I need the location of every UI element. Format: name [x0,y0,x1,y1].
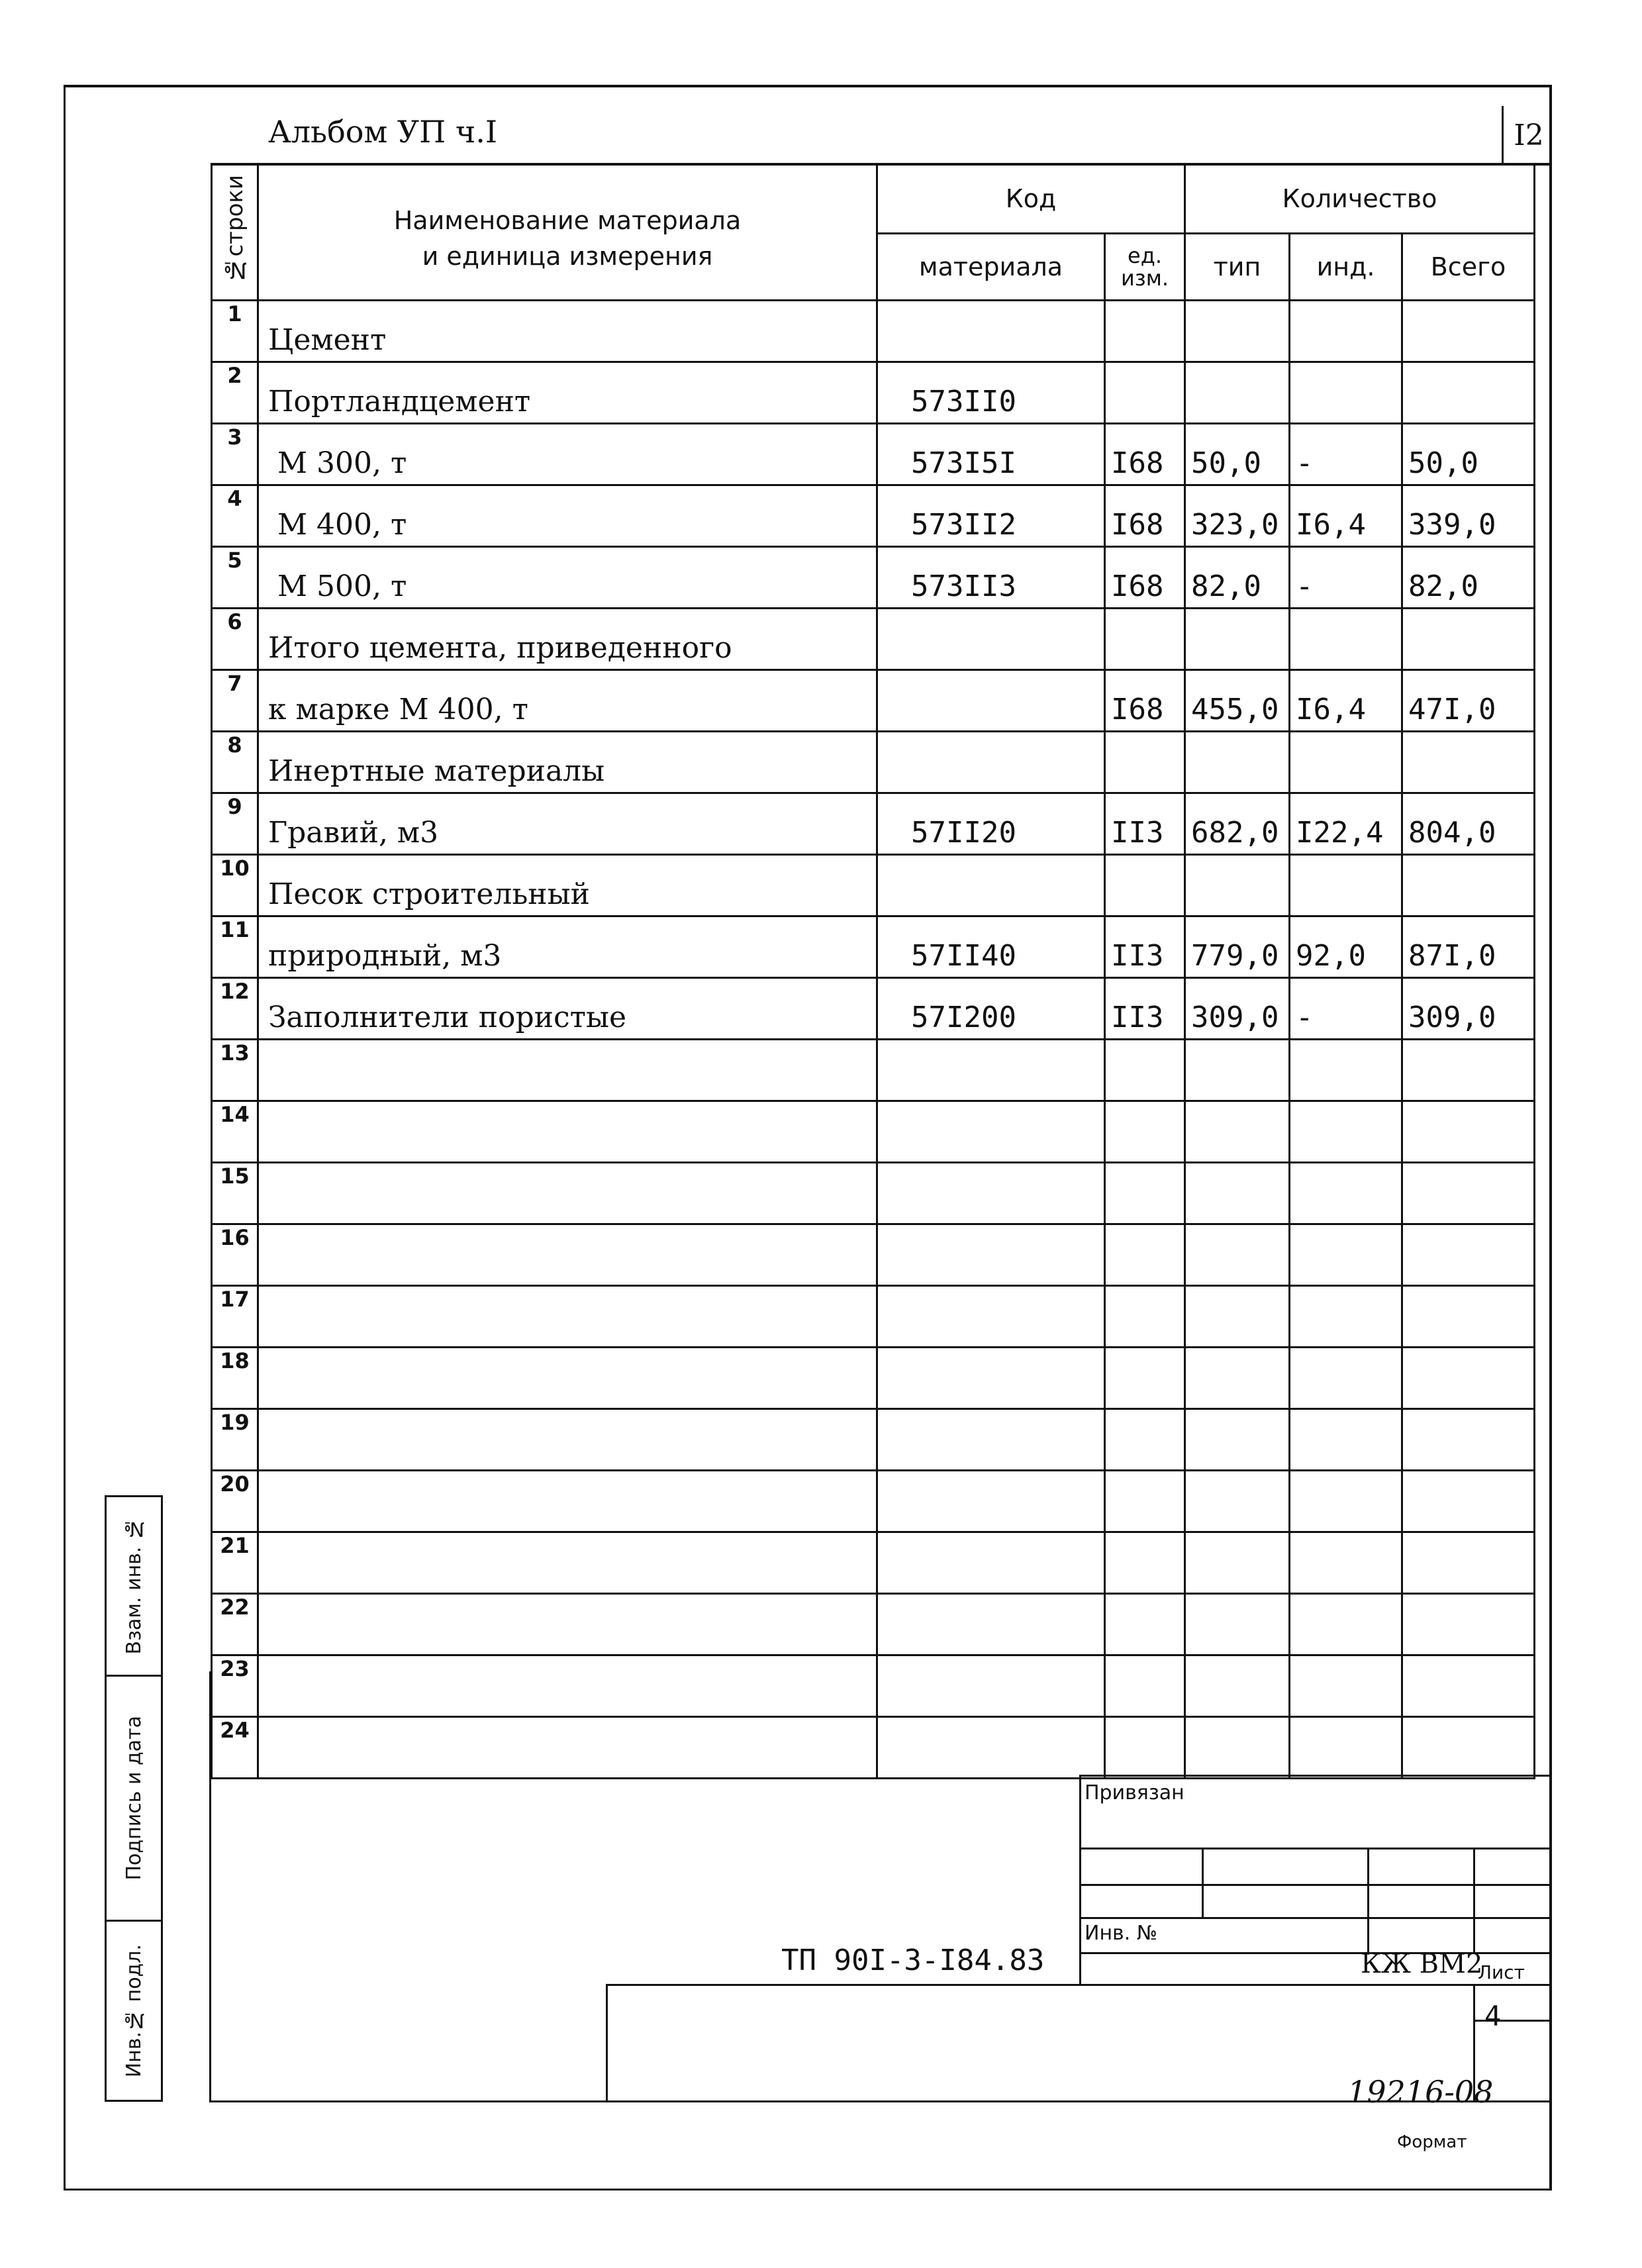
row-qty-typ [1185,1717,1290,1779]
tb-v-1 [1202,1848,1204,1917]
table-row [212,1717,1535,1779]
row-qty-ind [1290,1594,1402,1655]
row-qty-ind [1290,609,1402,670]
row-name: М 500, т [258,547,877,609]
row-qty-typ: 82,0 [1185,547,1290,609]
tb-v-2 [1367,1848,1369,1952]
col-qty-total: Всего [1402,234,1535,301]
row-qty-ind [1290,1717,1402,1779]
row-qty-typ [1185,732,1290,793]
row-unit [1105,301,1185,362]
row-unit [1105,1224,1185,1286]
row-name [258,1471,877,1532]
row-name: Гравий, м3 [258,793,877,855]
row-number: 10 [212,855,258,916]
row-qty-total [1402,855,1535,916]
row-unit [1105,1040,1185,1101]
tb-main-top [606,1984,1552,1986]
row-unit [1105,609,1185,670]
row-qty-ind [1290,1409,1402,1471]
table-row [212,855,1535,916]
row-unit [1105,1101,1185,1163]
row-name: Песок строительный [258,855,877,916]
inv-podl-box: Инв.№ подл. [105,1922,163,2102]
row-number: 2 [212,362,258,424]
row-number: 5 [212,547,258,609]
row-qty-typ [1185,301,1290,362]
row-code [877,732,1105,793]
row-qty-typ [1185,1101,1290,1163]
col-row-no: №строки [212,164,258,301]
row-number: 12 [212,978,258,1040]
row-name [258,1040,877,1101]
table-row [212,1594,1535,1655]
row-qty-total [1402,609,1535,670]
row-number: 16 [212,1224,258,1286]
row-name [258,1409,877,1471]
signature-date-box: Подпись и дата [105,1677,163,1922]
left-margin-line [209,1671,211,2102]
row-number: 23 [212,1655,258,1717]
row-unit: I68 [1105,485,1185,547]
row-number: 6 [212,609,258,670]
row-number: 11 [212,916,258,978]
row-qty-typ [1185,1655,1290,1717]
table-row [212,1101,1535,1163]
row-qty-ind [1290,1040,1402,1101]
row-qty-total: 82,0 [1402,547,1535,609]
row-unit [1105,732,1185,793]
tb-line-1 [1079,1848,1552,1849]
row-code [877,301,1105,362]
row-qty-typ [1185,1286,1290,1348]
row-number: 17 [212,1286,258,1348]
row-qty-total: 339,0 [1402,485,1535,547]
row-name: М 300, т [258,424,877,485]
row-code [877,670,1105,732]
album-title: Альбом УП ч.I [268,114,498,150]
row-qty-total [1402,1594,1535,1655]
sheet-label: Лист [1478,1961,1525,1983]
row-qty-typ: 309,0 [1185,978,1290,1040]
col-code-unit: ед. изм. [1105,234,1185,301]
row-qty-typ [1185,855,1290,916]
tb-main-left [606,1984,608,2102]
row-name [258,1224,877,1286]
row-qty-total [1402,1101,1535,1163]
row-name [258,1717,877,1779]
table-row [212,1163,1535,1224]
row-qty-total: 47I,0 [1402,670,1535,732]
row-number: 14 [212,1101,258,1163]
row-name: природный, м3 [258,916,877,978]
row-qty-total: 50,0 [1402,424,1535,485]
row-qty-total [1402,1286,1535,1348]
row-qty-ind: I6,4 [1290,670,1402,732]
row-code [877,1409,1105,1471]
tb-line-3 [1079,1917,1552,1919]
row-qty-ind: I22,4 [1290,793,1402,855]
row-qty-total: 804,0 [1402,793,1535,855]
row-name: Цемент [258,301,877,362]
row-qty-total: 309,0 [1402,978,1535,1040]
sheet-number: I2 [1502,106,1554,164]
row-qty-total [1402,1348,1535,1409]
row-qty-ind [1290,1101,1402,1163]
row-unit [1105,1655,1185,1717]
mark-code: КЖ ВМ2 [1361,1949,1483,1979]
row-qty-ind [1290,1471,1402,1532]
row-unit [1105,362,1185,424]
table-row [212,1286,1535,1348]
row-code: 57II40 [877,916,1105,978]
row-code: 573II2 [877,485,1105,547]
row-number: 8 [212,732,258,793]
row-qty-total [1402,1224,1535,1286]
row-number: 21 [212,1532,258,1594]
row-code [877,1101,1105,1163]
row-number: 22 [212,1594,258,1655]
row-qty-typ [1185,1471,1290,1532]
row-qty-total: 87I,0 [1402,916,1535,978]
row-number: 19 [212,1409,258,1471]
row-qty-typ: 682,0 [1185,793,1290,855]
col-quantity: Количество [1185,164,1535,234]
row-number: 3 [212,424,258,485]
row-number: 1 [212,301,258,362]
row-qty-total [1402,1163,1535,1224]
row-qty-total [1402,732,1535,793]
row-name [258,1163,877,1224]
table-row [212,362,1535,424]
document-code: ТП 90I-3-I84.83 [781,1944,1045,1977]
col-code-material: материала [877,234,1105,301]
table-row [212,547,1535,609]
row-qty-total [1402,1040,1535,1101]
row-code [877,855,1105,916]
table-row [212,1224,1535,1286]
tb-line-top [1079,1775,1552,1777]
format-label: Формат [1397,2132,1467,2152]
table-row [212,1348,1535,1409]
row-name: Портландцемент [258,362,877,424]
row-qty-typ: 455,0 [1185,670,1290,732]
row-qty-ind [1290,1348,1402,1409]
row-code: 57I200 [877,978,1105,1040]
row-qty-ind: - [1290,978,1402,1040]
row-qty-ind: I6,4 [1290,485,1402,547]
row-number: 9 [212,793,258,855]
row-qty-ind [1290,1532,1402,1594]
row-name [258,1655,877,1717]
row-qty-typ [1185,609,1290,670]
row-qty-typ: 779,0 [1185,916,1290,978]
row-name: к марке М 400, т [258,670,877,732]
row-name [258,1594,877,1655]
row-qty-typ [1185,1224,1290,1286]
col-code: Код [877,164,1185,234]
row-qty-typ [1185,1594,1290,1655]
row-code [877,1348,1105,1409]
table-row [212,670,1535,732]
table-row [212,609,1535,670]
row-qty-typ [1185,1409,1290,1471]
row-qty-total [1402,362,1535,424]
row-qty-total [1402,301,1535,362]
row-unit: I68 [1105,547,1185,609]
row-unit [1105,1532,1185,1594]
table-row [212,1409,1535,1471]
row-qty-ind [1290,855,1402,916]
col-name: Наименование материала и единица измерения [258,164,877,301]
row-code [877,1594,1105,1655]
row-unit: II3 [1105,978,1185,1040]
row-name [258,1348,877,1409]
tb-line-2 [1079,1884,1552,1886]
table-row [212,301,1535,362]
row-qty-ind [1290,301,1402,362]
table-row [212,978,1535,1040]
row-unit: I68 [1105,424,1185,485]
table-row [212,424,1535,485]
row-qty-ind [1290,1286,1402,1348]
row-qty-typ [1185,1532,1290,1594]
row-unit [1105,1471,1185,1532]
row-code [877,1286,1105,1348]
row-unit [1105,1409,1185,1471]
row-qty-total [1402,1655,1535,1717]
row-qty-ind: - [1290,424,1402,485]
row-code: 57II20 [877,793,1105,855]
table-row [212,1655,1535,1717]
row-number: 18 [212,1348,258,1409]
row-unit: I68 [1105,670,1185,732]
row-unit [1105,1717,1185,1779]
row-name [258,1532,877,1594]
privyazan-label: Привязан [1085,1781,1184,1804]
row-qty-typ [1185,1163,1290,1224]
table-row [212,485,1535,547]
row-qty-ind: 92,0 [1290,916,1402,978]
row-qty-typ [1185,1348,1290,1409]
materials-table [211,163,1535,1779]
table-row [212,916,1535,978]
row-qty-typ [1185,1040,1290,1101]
handwritten-number: 19216-08 [1347,2074,1494,2110]
col-qty-typ: тип [1185,234,1290,301]
row-code [877,1224,1105,1286]
table-row [212,732,1535,793]
vzam-inv-box: Взам. инв. № [105,1495,163,1677]
row-qty-total [1402,1471,1535,1532]
row-name: Инертные материалы [258,732,877,793]
row-qty-typ [1185,362,1290,424]
row-code [877,609,1105,670]
row-qty-typ: 323,0 [1185,485,1290,547]
row-qty-total [1402,1532,1535,1594]
table-row [212,1471,1535,1532]
row-number: 15 [212,1163,258,1224]
row-number: 13 [212,1040,258,1101]
sheet-value: 4 [1484,2000,1502,2032]
row-name: М 400, т [258,485,877,547]
row-qty-ind [1290,732,1402,793]
row-number: 4 [212,485,258,547]
row-code [877,1655,1105,1717]
row-name [258,1101,877,1163]
row-unit [1105,1163,1185,1224]
row-unit [1105,1286,1185,1348]
row-unit [1105,855,1185,916]
row-unit [1105,1594,1185,1655]
row-code: 573I5I [877,424,1105,485]
row-qty-ind [1290,1224,1402,1286]
col-qty-ind: инд. [1290,234,1402,301]
row-code [877,1717,1105,1779]
row-code: 573II0 [877,362,1105,424]
row-code [877,1163,1105,1224]
table-row [212,793,1535,855]
inv-no-label: Инв. № [1085,1922,1158,1945]
row-unit: II3 [1105,793,1185,855]
row-qty-ind [1290,1655,1402,1717]
row-number: 24 [212,1717,258,1779]
row-name: Заполнители пористые [258,978,877,1040]
row-qty-ind: - [1290,547,1402,609]
row-number: 20 [212,1471,258,1532]
row-number: 7 [212,670,258,732]
row-name [258,1286,877,1348]
row-code [877,1532,1105,1594]
table-row [212,1532,1535,1594]
row-qty-typ: 50,0 [1185,424,1290,485]
tb-v-3 [1473,1848,1475,1952]
row-qty-ind [1290,362,1402,424]
row-unit: II3 [1105,916,1185,978]
row-code [877,1040,1105,1101]
row-qty-ind [1290,1163,1402,1224]
row-name: Итого цемента, приведенного [258,609,877,670]
row-unit [1105,1348,1185,1409]
table-row [212,1040,1535,1101]
row-code [877,1471,1105,1532]
row-qty-total [1402,1717,1535,1779]
row-code: 573II3 [877,547,1105,609]
row-qty-total [1402,1409,1535,1471]
